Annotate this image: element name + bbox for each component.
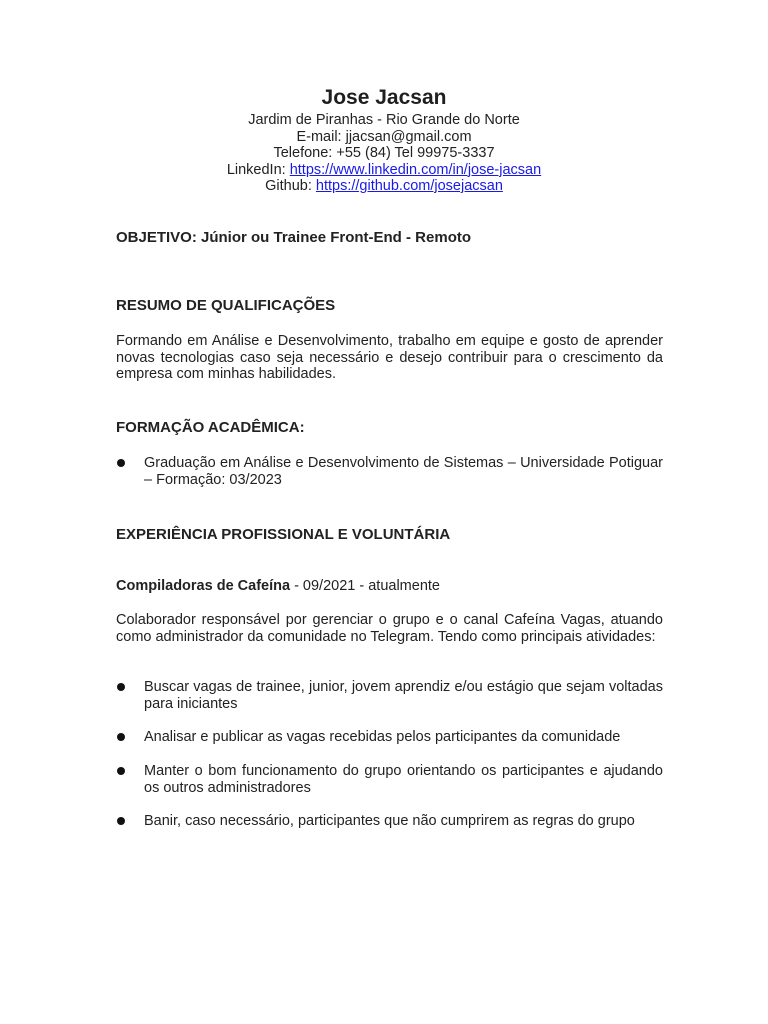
experience-list: [116, 763, 663, 796]
education-list: [116, 455, 663, 488]
bullet-icon: [117, 683, 125, 691]
experience-item: [116, 763, 663, 796]
candidate-name: Jose Jacsan: [321, 86, 447, 109]
company-name: Compiladoras de Cafeína: [116, 578, 291, 594]
experience-item-text: Banir, caso necessário, participantes que não cumprirem as regras do grupo: [144, 813, 635, 829]
resume-header: [0, 84, 768, 195]
location-line: Jardim de Piranhas - Rio Grande do Norte: [248, 112, 520, 128]
education-heading: FORMAÇÃO ACADÊMICA:: [116, 419, 305, 436]
experience-item-text: Buscar vagas de trainee, junior, jovem aprendiz e/ou estágio que sejam voltadas para iniciantes: [144, 679, 663, 712]
experience-item: [116, 813, 663, 830]
github-label: Github:: [265, 178, 316, 194]
experience-period: - 09/2021 - atualmente: [290, 578, 440, 594]
objective-heading: OBJETIVO: Júnior ou Trainee Front-End - Remoto: [116, 229, 472, 246]
experience-list: [116, 813, 663, 830]
github-link[interactable]: https://github.com/josejacsan: [315, 178, 503, 194]
phone-line: Telefone: +55 (84) Tel 99975-3337: [273, 145, 495, 161]
experience-item: [116, 729, 663, 746]
experience-company-line: [116, 578, 663, 595]
qualifications-text: Formando em Análise e Desenvolvimento, trabalho em equipe e gosto de aprender novas tecnologias caso seja necessário e desejo contribuir para o crescimento da empresa com minhas habilidades.: [116, 333, 663, 382]
bullet-icon: [117, 767, 125, 775]
linkedin-link[interactable]: https://www.linkedin.com/in/jose-jacsan: [289, 161, 542, 178]
education-item-text: Graduação em Análise e Desenvolvimento de Sistemas – Universidade Potiguar – Formação: 03/2023: [144, 455, 663, 488]
qualifications-heading: RESUMO DE QUALIFICAÇÕES: [116, 297, 336, 314]
experience-item-text: Manter o bom funcionamento do grupo orientando os participantes e ajudando os outros administradores: [144, 763, 663, 796]
experience-heading: EXPERIÊNCIA PROFISSIONAL E VOLUNTÁRIA: [116, 526, 451, 543]
bullet-icon: [117, 459, 125, 467]
email-line: E-mail: jjacsan@gmail.com: [296, 128, 472, 145]
experience-item: [116, 679, 663, 712]
bullet-icon: [117, 733, 125, 741]
experience-item-text: Analisar e publicar as vagas recebidas pelos participantes da comunidade: [144, 729, 621, 745]
bullet-icon: [117, 817, 125, 825]
experience-description: Colaborador responsável por gerenciar o grupo e o canal Cafeína Vagas, atuando como administrador da comunidade no Telegram. Tendo como principais atividades:: [116, 612, 663, 645]
experience-list: [116, 729, 663, 746]
github-line: [0, 178, 768, 195]
linkedin-label: LinkedIn:: [226, 161, 290, 178]
education-item: [116, 455, 663, 488]
linkedin-line: [0, 162, 768, 179]
experience-list: [116, 679, 663, 712]
